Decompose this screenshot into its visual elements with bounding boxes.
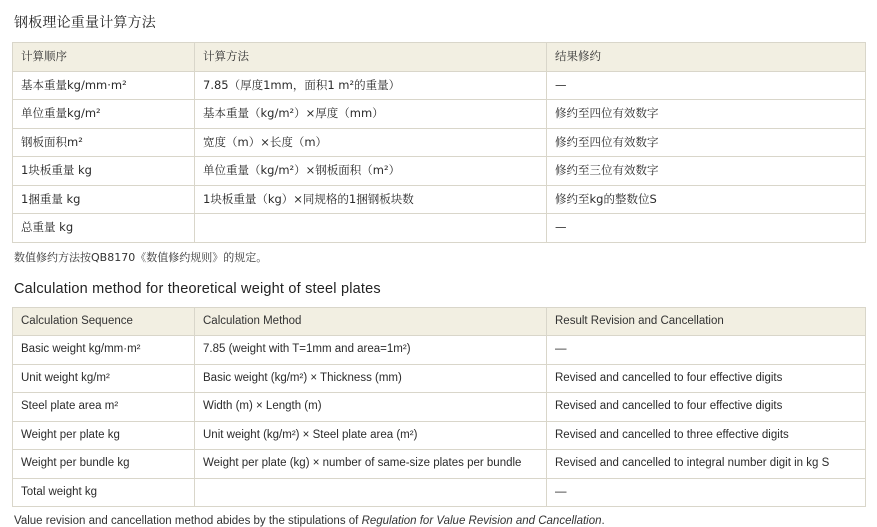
- cell-method: [195, 214, 547, 243]
- cell-method: 7.85 (weight with T=1mm and area=1m²): [195, 336, 547, 365]
- en-calculation-table: [12, 307, 866, 508]
- cell-method: Unit weight (kg/m²) × Steel plate area (m²): [195, 421, 547, 450]
- column-header-revision: Result Revision and Cancellation: [547, 307, 866, 336]
- cell-sequence: Total weight kg: [13, 478, 195, 507]
- column-header-method: Calculation Method: [195, 307, 547, 336]
- column-header-method: 计算方法: [195, 43, 547, 72]
- en-section-title: Calculation method for theoretical weight of steel plates: [14, 280, 381, 297]
- cell-method: Width (m) × Length (m): [195, 393, 547, 422]
- cell-method: 宽度（m）×长度（m）: [195, 128, 547, 157]
- en-footnote-prefix: Value revision and cancellation method abides by the stipulations of: [14, 515, 362, 527]
- cell-sequence: 钢板面积m²: [13, 128, 195, 157]
- column-header-sequence: Calculation Sequence: [13, 307, 195, 336]
- column-header-sequence: 计算顺序: [13, 43, 195, 72]
- table-row: [13, 214, 866, 243]
- cell-sequence: 总重量 kg: [13, 214, 195, 243]
- cell-method: 7.85（厚度1mm，面积1 m²的重量）: [195, 71, 547, 100]
- en-footnote-italic: Regulation for Value Revision and Cancellation: [361, 515, 602, 527]
- table-row: [13, 128, 866, 157]
- table-header-row: [13, 43, 866, 72]
- cell-revision: —: [547, 478, 866, 507]
- table-row: [13, 421, 866, 450]
- cell-sequence: Weight per bundle kg: [13, 450, 195, 479]
- cell-revision: —: [547, 336, 866, 365]
- en-footnote-suffix: .: [601, 515, 605, 527]
- table-header-row: [13, 307, 866, 336]
- en-footnote: [14, 515, 865, 527]
- table-row: [13, 100, 866, 129]
- cell-method: 基本重量（kg/m²）×厚度（mm）: [195, 100, 547, 129]
- cell-sequence: 1块板重量 kg: [13, 157, 195, 186]
- table-row: [13, 478, 866, 507]
- cn-section-title: 钢板理论重量计算方法: [14, 15, 156, 31]
- table-row: [13, 157, 866, 186]
- cell-sequence: Unit weight kg/m²: [13, 364, 195, 393]
- column-header-revision: 结果修约: [547, 43, 866, 72]
- table-row: [13, 71, 866, 100]
- table-row: [13, 185, 866, 214]
- cell-revision: Revised and cancelled to four effective digits: [547, 364, 866, 393]
- cell-sequence: 单位重量kg/m²: [13, 100, 195, 129]
- cell-sequence: Weight per plate kg: [13, 421, 195, 450]
- cell-sequence: Steel plate area m²: [13, 393, 195, 422]
- cell-method: Weight per plate (kg) × number of same-size plates per bundle: [195, 450, 547, 479]
- cell-revision: —: [547, 214, 866, 243]
- cell-revision: Revised and cancelled to three effective digits: [547, 421, 866, 450]
- cell-revision: 修约至四位有效数字: [547, 128, 866, 157]
- table-row: [13, 450, 866, 479]
- cell-revision: —: [547, 71, 866, 100]
- cell-method: 1块板重量（kg）×同规格的1捆钢板块数: [195, 185, 547, 214]
- cell-revision: 修约至三位有效数字: [547, 157, 866, 186]
- cell-method: 单位重量（kg/m²）×钢板面积（m²）: [195, 157, 547, 186]
- cn-calculation-table: [12, 42, 866, 243]
- table-row: [13, 364, 866, 393]
- cell-method: Basic weight (kg/m²) × Thickness (mm): [195, 364, 547, 393]
- cell-revision: Revised and cancelled to integral number digit in kg S: [547, 450, 866, 479]
- cell-revision: 修约至四位有效数字: [547, 100, 866, 129]
- cell-sequence: 基本重量kg/mm·m²: [13, 71, 195, 100]
- cell-revision: Revised and cancelled to four effective digits: [547, 393, 866, 422]
- table-row: [13, 336, 866, 365]
- cell-method: [195, 478, 547, 507]
- table-row: [13, 393, 866, 422]
- cell-sequence: 1捆重量 kg: [13, 185, 195, 214]
- cell-sequence: Basic weight kg/mm·m²: [13, 336, 195, 365]
- cell-revision: 修约至kg的整数位S: [547, 185, 866, 214]
- cn-footnote: 数值修约方法按QB8170《数值修约规则》的规定。: [14, 250, 268, 264]
